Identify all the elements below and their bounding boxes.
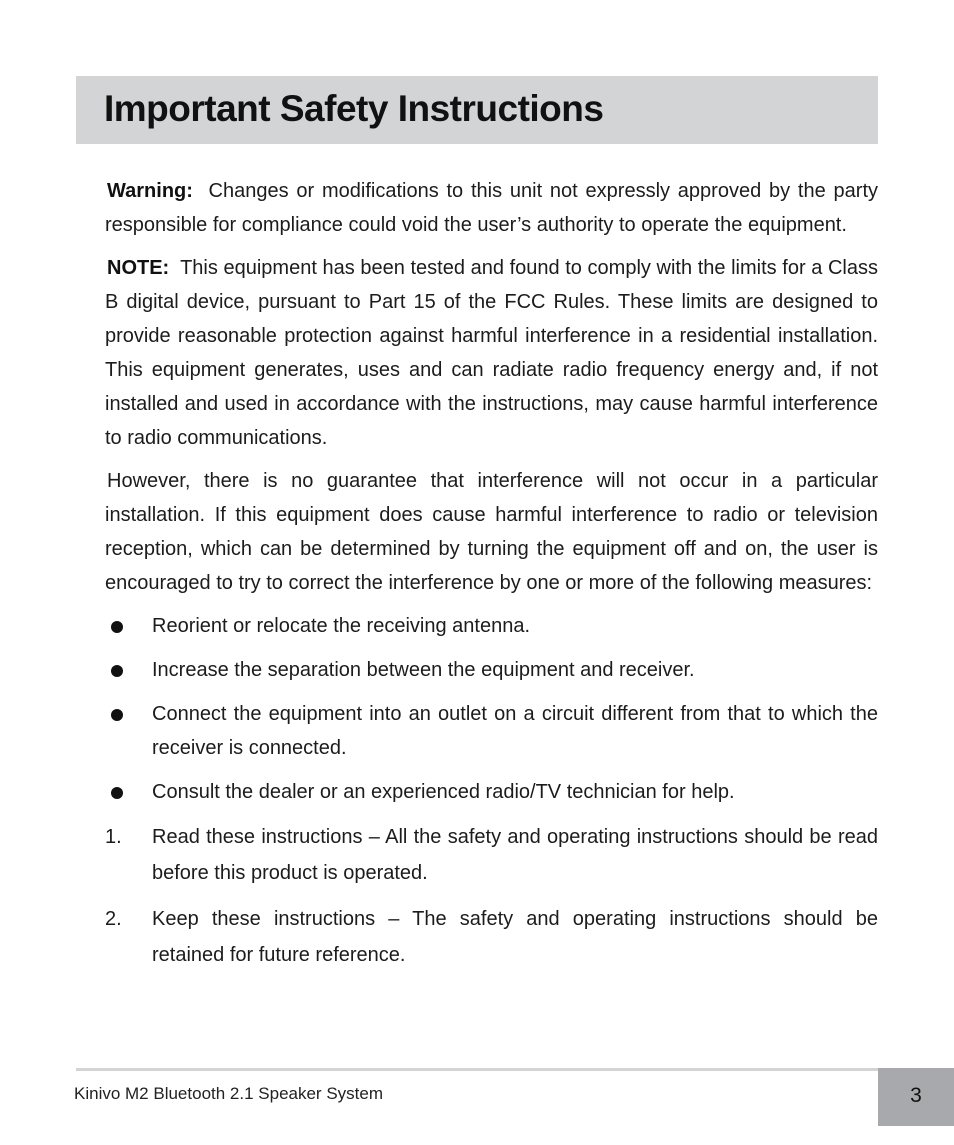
item-number: 1. [105,826,122,848]
body-content [105,174,878,983]
bullet-icon [111,665,123,677]
footer-product-name: Kinivo M2 Bluetooth 2.1 Speaker System [74,1084,383,1103]
numbered-item [105,901,878,973]
list-item [105,653,878,687]
bullet-icon [111,621,123,633]
numbered-text: Keep these instructions – The safety and operating instructions should be retained for future reference. [152,908,878,966]
note-paragraph [105,251,878,455]
list-item [105,609,878,643]
page-title: Important Safety Instructions [104,88,604,129]
bullet-text: Increase the separation between the equipment and receiver. [152,659,695,681]
warning-label: Warning: [107,180,193,202]
title-band [76,76,878,144]
page-number: 3 [910,1084,922,1107]
warning-paragraph [105,174,878,242]
bullet-text: Reorient or relocate the receiving antenna. [152,615,531,637]
however-paragraph [105,464,878,600]
numbered-item [105,819,878,891]
page-number-box [878,1068,954,1126]
list-item [105,775,878,809]
warning-text: Changes or modifications to this unit not expressly approved by the party responsible for compliance could void the user’s authority to operate the equipment. [105,180,878,236]
numbered-text: Read these instructions – All the safety and operating instructions should be read before this product is operated. [152,826,878,884]
footer-divider [76,1068,878,1071]
note-text: This equipment has been tested and found to comply with the limits for a Class B digital device, pursuant to Part 15 of the FCC Rules. These limits are designed to provide reasonable protection against harmful interference in a residential installation. This equipment generates, uses and can radiate radio frequency energy and, if not installed and used in accordance with the instructions, may cause harmful interference to radio communications. [105,257,878,449]
bullet-text: Connect the equipment into an outlet on a circuit different from that to which the receiver is connected. [152,703,878,759]
item-number: 2. [105,908,122,930]
however-text: However, there is no guarantee that interference will not occur in a particular installation. If this equipment does cause harmful interference to radio or television reception, which can be determined by turning the equipment off and on, the user is encouraged to try to correct the interference by one or more of the following measures: [105,470,878,594]
list-item [105,697,878,765]
bullet-text: Consult the dealer or an experienced radio/TV technician for help. [152,781,735,803]
note-label: NOTE: [107,257,170,279]
bullet-icon [111,709,123,721]
bullet-icon [111,787,123,799]
